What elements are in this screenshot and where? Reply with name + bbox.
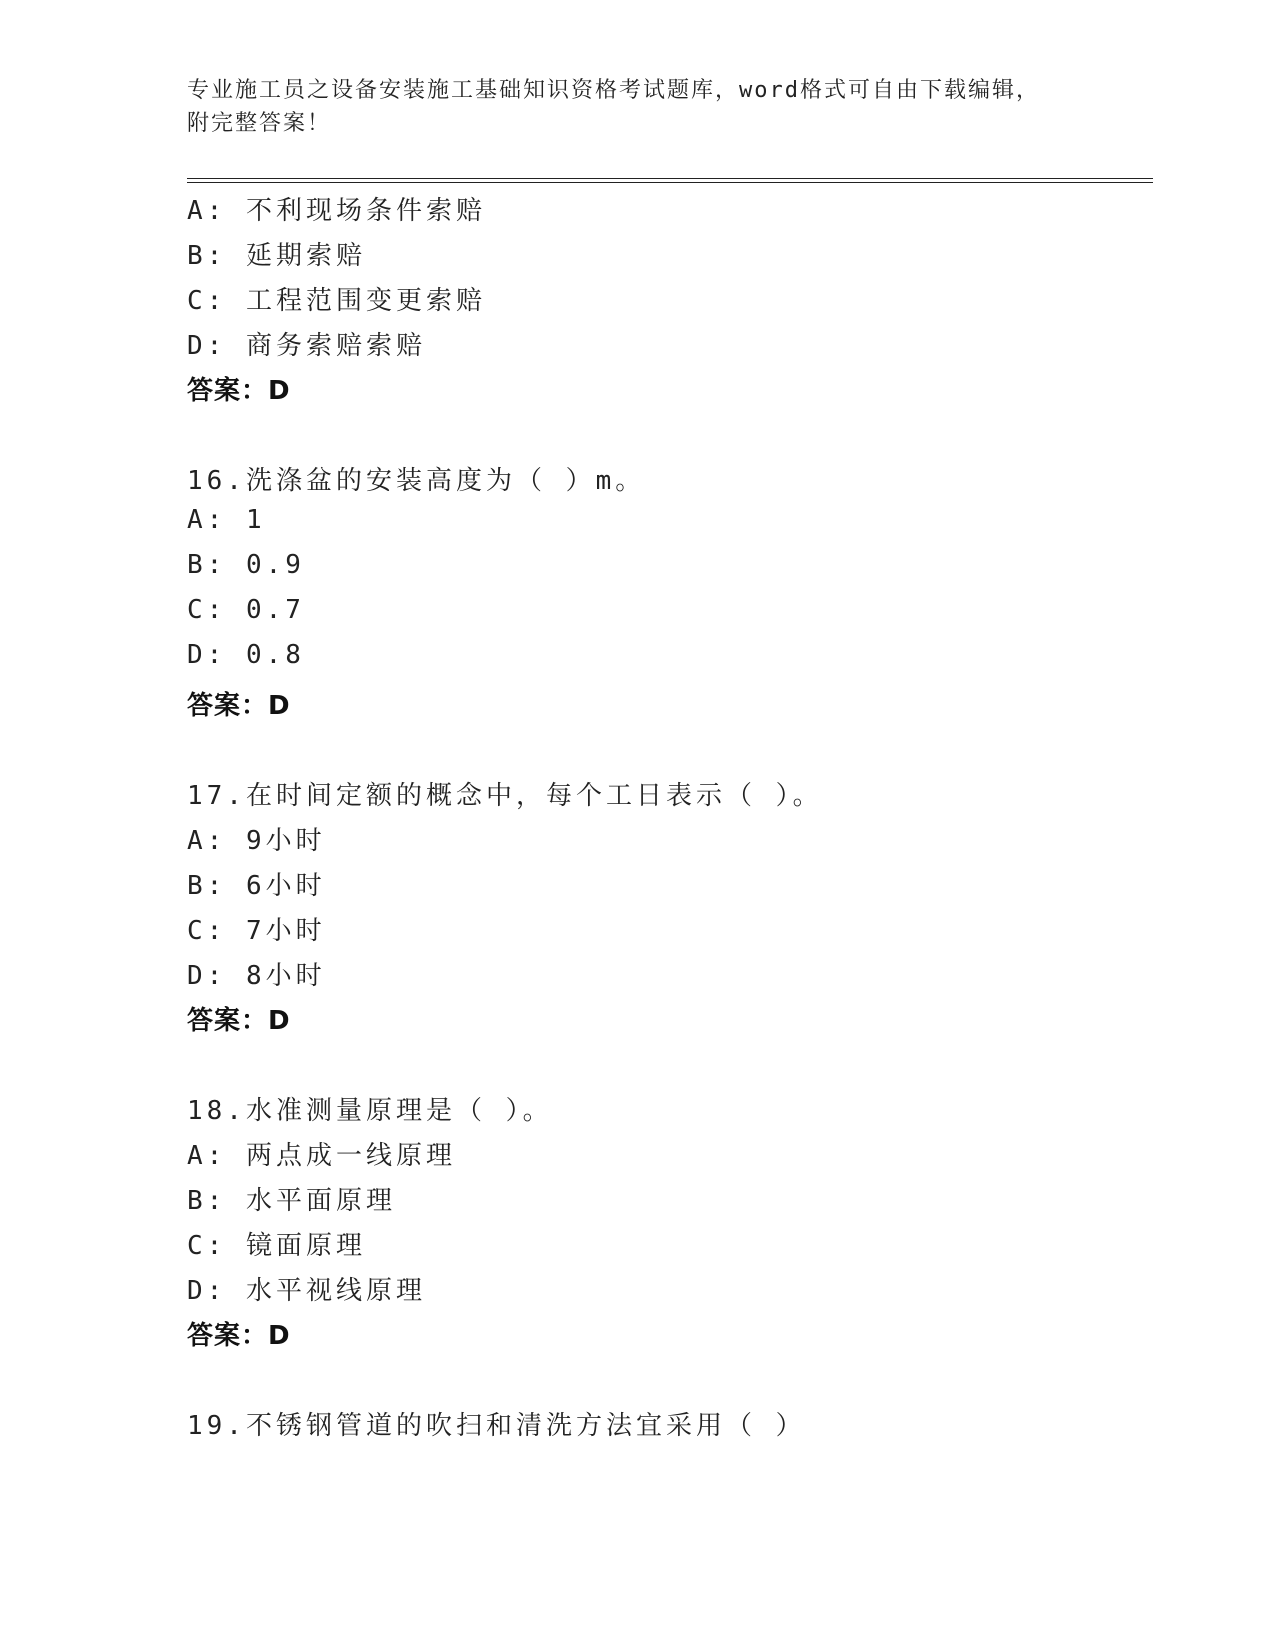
option-c: C: 工程范围变更索赔 [187, 286, 486, 316]
answer: 答案：D [187, 1321, 291, 1351]
document-header [187, 74, 1087, 140]
option-a: A: 不利现场条件索赔 [187, 196, 486, 226]
question-text: 19.不锈钢管道的吹扫和清洗方法宜采用（ ） [187, 1411, 806, 1441]
option-d: D: 商务索赔索赔 [187, 331, 426, 361]
option-a: A: 1 [187, 505, 266, 535]
header-divider-bottom [187, 182, 1153, 183]
option-b: B: 延期索赔 [187, 241, 366, 271]
option-a: A: 两点成一线原理 [187, 1141, 456, 1171]
option-c: C: 镜面原理 [187, 1231, 366, 1261]
option-c: C: 7小时 [187, 916, 326, 946]
option-b: B: 0.9 [187, 550, 305, 580]
option-d: D: 水平视线原理 [187, 1276, 426, 1306]
question-text: 17.在时间定额的概念中，每个工日表示（ ）。 [187, 781, 823, 811]
answer: 答案：D [187, 376, 291, 406]
answer: 答案：D [187, 691, 291, 721]
option-b: B: 6小时 [187, 871, 326, 901]
question-text: 16.洗涤盆的安装高度为（ ）m。 [187, 466, 646, 496]
header-divider-top [187, 178, 1153, 179]
option-c: C: 0.7 [187, 595, 305, 625]
option-b: B: 水平面原理 [187, 1186, 396, 1216]
header-line-2: 附完整答案！ [187, 111, 332, 136]
option-d: D: 8小时 [187, 961, 326, 991]
option-d: D: 0.8 [187, 640, 305, 670]
question-text: 18.水准测量原理是（ ）。 [187, 1096, 553, 1126]
answer: 答案：D [187, 1006, 291, 1036]
header-line-1: 专业施工员之设备安装施工基础知识资格考试题库，word格式可自由下载编辑， [187, 78, 1040, 103]
option-a: A: 9小时 [187, 826, 326, 856]
